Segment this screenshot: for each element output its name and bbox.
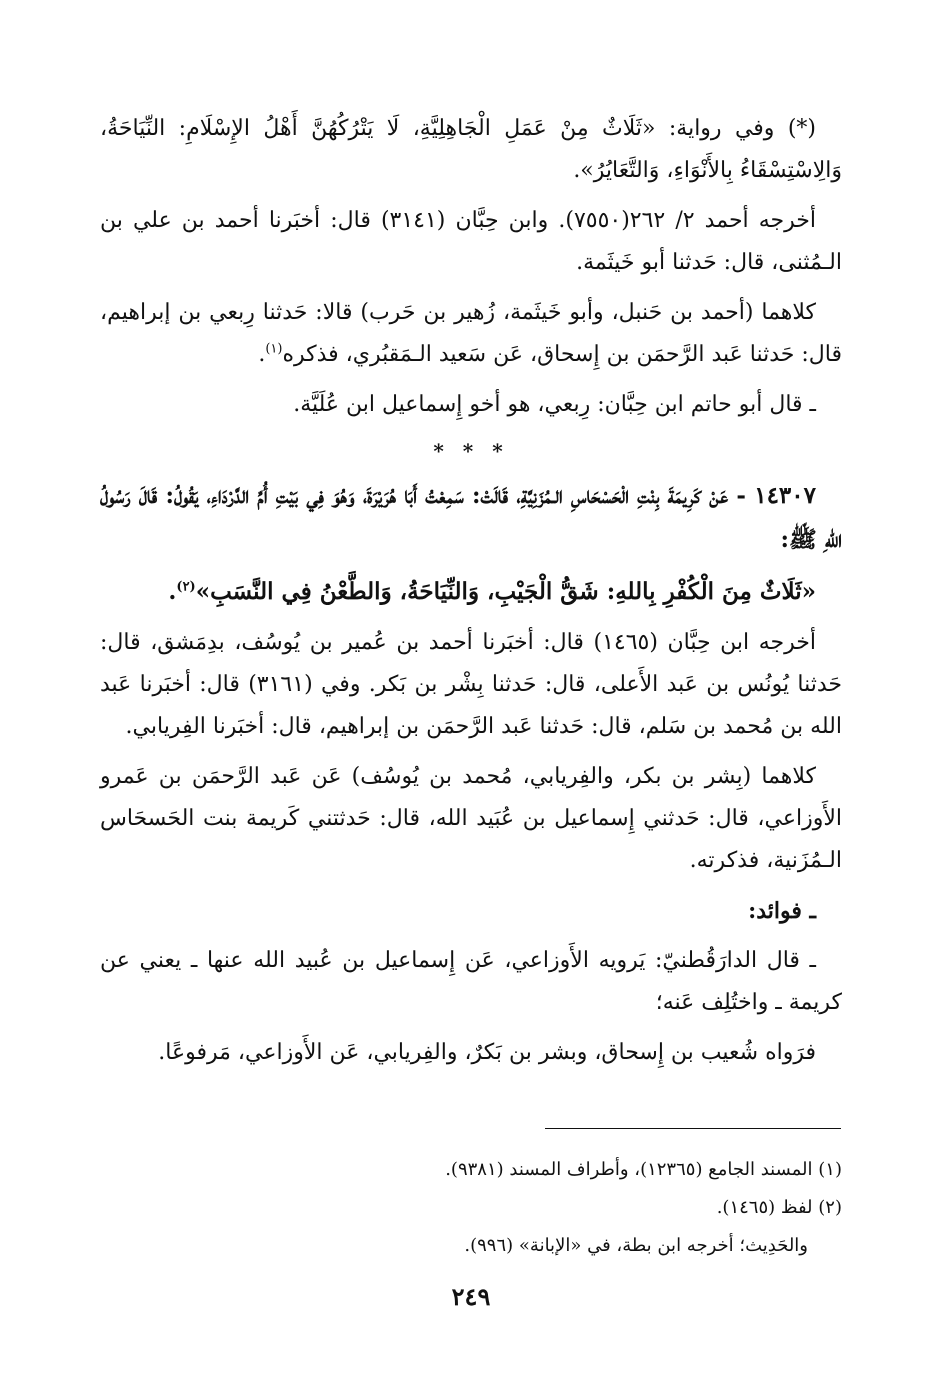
paragraph-kilahuma-1: كلاهما (أحمد بن حَنبل، وأبو خَيثَمة، زُهير بن حَرب) قالا: حَدثنا رِبعي بن إبراهيم، قال: حَدثنا عَبد الرَّحمَن بن إِسحاق، عَن سَعيد الـمَقبُري، فذكره$^{(١)}$.: [100, 300, 842, 367]
page-number: ٢٤٩: [451, 1282, 491, 1311]
footnote-2-continuation: والحَدِيث؛ أخرجه ابن بطة، في «الإبانة» (٩٩٦).: [464, 1235, 808, 1256]
paragraph-kilahuma-2: كلاهما (بِشر بن بكر، والفِريابي، مُحمد بن يُوسُف) عَن عَبد الرَّحمَن بن عَمرو الأَوزاعي، قال: حَدثني إِسماعيل بن عُبَيد الله، قال: حَدثتني كَريمة بنت الحَسحَاس الـمُزَنية، فذكرته.: [100, 764, 842, 873]
footnote-ref-2: (٢): [176, 579, 196, 595]
hadith-heading: ١٤٣٠٧ - عَنْ كَرِيمَةَ بِنْتِ الْحَسْحَاسِ الـمُزَنِيَّةِ، قَالَتْ: سَمِعْتُ أَبَا هُرَيْرَةَ، وَهُوَ فِي بَيْتِ أُمِّ الدَّرْدَاءِ، يَقُولُ: قَالَ رَسُولُ اللهِ ﷺ:: [100, 482, 842, 553]
paragraph-takhrij-2: أخرجه ابن حِبَّان (١٤٦٥) قال: أخبَرنا أحمد بن عُمير بن يُوسُف، بدِمَشق، قال: حَدثنا يُونُس بن عَبد الأَعلى، قال: حَدثنا بِشْر بن بَكر. وفي (٣١٦١) قال: أخبَرنا عَبد الله بن مُحمد بن سَلم، قال: حَدثنا عَبد الرَّحمَن بن إبراهيم، قال: أخبَرنا الفِريابي.: [100, 630, 842, 739]
fawaid-heading: ـ فوائد:: [748, 898, 816, 924]
section-separator: * * *: [433, 439, 509, 463]
footnote-2: (٢) لفظ (١٤٦٥).: [716, 1197, 842, 1218]
footnote-divider: [545, 1128, 841, 1129]
paragraph-farawahu: فرَواه شُعيب بن إِسحاق، وبشر بن بَكرٌ، والفِريابي، عَن الأَوزاعي، مَرفوعًا.: [158, 1040, 816, 1065]
footnotes: [100, 1152, 842, 1266]
hadith-matn: «ثَلَاثٌ مِنَ الْكُفْرِ بِاللهِ: شَقُّ الْجَيْبِ، وَالنِّيَاحَةُ، وَالطَّعْنُ فِي النَّسَبِ»$^{(٢)}$.: [168, 578, 816, 605]
paragraph-daraqutni: ـ قال الدارَقُطنيّ: يَرويه الأَوزاعي، عَن إِسماعيل بن عُبيد الله عنها ـ يعني عن كريمة ـ واختُلِف عَنه؛: [100, 948, 842, 1015]
paragraph-kilahuma-1-text: كلاهما (أحمد بن حَنبل، وأبو خَيثَمة، زُهير بن حَرب) قالا: حَدثنا رِبعي بن إبراهيم، قال: حَدثنا عَبد الرَّحمَن بن إِسحاق، عَن سَعيد الـمَقبُري، فذكره: [100, 300, 842, 367]
paragraph-abu-hatim: ـ قال أبو حاتم ابن حِبَّان: رِبعي، هو أخو إِسماعيل ابن عُلَيَّة.: [293, 392, 816, 417]
page-body: [100, 108, 842, 1082]
hadith-matn-text: «ثَلَاثٌ مِنَ الْكُفْرِ بِاللهِ: شَقُّ الْجَيْبِ، وَالنِّيَاحَةُ، وَالطَّعْنُ فِي النَّسَبِ»: [195, 578, 816, 605]
footnote-ref-1: (١): [265, 341, 283, 357]
paragraph-takhrij-1: أخرجه أحمد ٢/ ٢٦٢(٧٥٥٠). وابن حِبَّان (٣١٤١) قال: أخبَرنا أحمد بن علي بن الـمُثنى، قال: حَدثنا أبو خَيثَمة.: [100, 208, 842, 275]
paragraph-riwaya: (*) وفي رواية: «ثَلَاثٌ مِنْ عَمَلِ الْجَاهِلِيَّةِ، لَا يَتْرُكُهُنَّ أَهْلُ الإِسْلَامِ: النِّيَاحَةُ، وَالِاسْتِسْقَاءُ بِالأَنْوَاءِ، وَالتَّعَايُرُ».: [100, 116, 842, 183]
footnote-1: (١) المسند الجامع (١٢٣٦٥)، وأطراف المسند (٩٣٨١).: [445, 1159, 842, 1180]
